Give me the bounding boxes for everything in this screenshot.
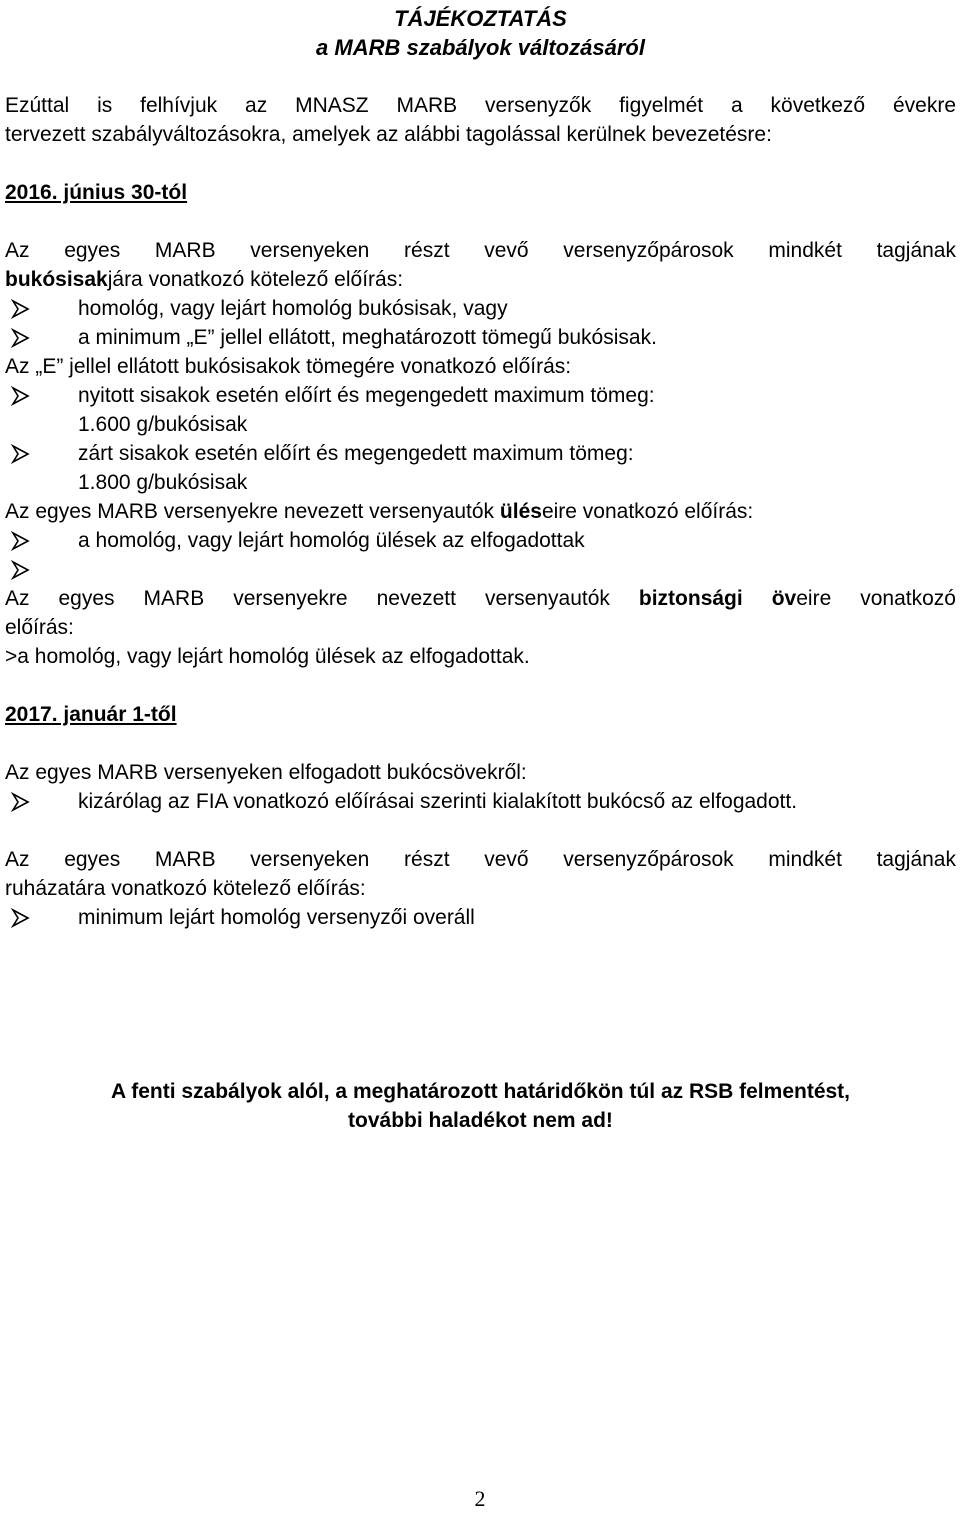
arrowhead-bullet-icon [10, 323, 32, 352]
open-helmet-max-weight: 1.600 g/bukósisak [78, 413, 248, 436]
list-item [5, 323, 956, 352]
belt-post-text: eire vonatkozó [796, 587, 956, 610]
list-item [5, 787, 956, 816]
list-item [5, 294, 956, 323]
intro-line-1: Ezúttal is felhívjuk az MNASZ MARB versenyzők figyelmét a következő évekre [5, 94, 956, 117]
rollcage-list [5, 787, 956, 816]
closed-helmet-max-weight: 1.800 g/bukósisak [78, 471, 248, 494]
section-heading-2016: 2016. június 30-tól [5, 181, 188, 204]
arrowhead-bullet-icon [10, 787, 32, 816]
list-item-text: zárt sisakok esetén előírt és megengedett maximum tömeg: [78, 442, 634, 465]
seat-list [5, 526, 956, 584]
final-notice [5, 1077, 956, 1135]
page-number: 2 [474, 1486, 486, 1511]
document-page [5, 0, 956, 1135]
list-item-text: kizárólag az FIA vonatkozó előírásai szerinti kialakított bukócső az elfogadott. [78, 790, 798, 813]
belt-paragraph-line-3: >a homológ, vagy lejárt homológ ülések az elfogadottak. [5, 645, 530, 668]
title-line-1: TÁJÉKOZTATÁS [394, 6, 567, 31]
e-mark-list-2 [5, 439, 956, 468]
final-notice-line-2: további haladékot nem ad! [348, 1109, 613, 1132]
list-item-text: a homológ, vagy lejárt homológ ülések az elfogadottak [78, 529, 585, 552]
helmet-rest-text: jára vonatkozó kötelező előírás: [107, 268, 404, 291]
list-item-text: minimum lejárt homológ versenyzői overáll [78, 906, 475, 929]
seat-bold-term: ülés [499, 500, 542, 523]
belt-paragraph-line-2: előírás: [5, 616, 74, 639]
helmet-requirements-list [5, 294, 956, 352]
arrowhead-bullet-icon [10, 903, 32, 932]
clothing-paragraph-line-1: Az egyes MARB versenyeken részt vevő versenyzőpárosok mindkét tagjának [5, 848, 956, 871]
belt-bold-term: biztonsági öv [638, 587, 797, 610]
seat-paragraph [5, 497, 956, 526]
e-mark-intro: Az „E” jellel ellátott bukósisakok tömegére vonatkozó előírás: [5, 355, 572, 378]
document-title [5, 0, 956, 62]
arrowhead-bullet-icon [10, 526, 32, 555]
seat-pre-text: Az egyes MARB versenyekre nevezett versenyautók [5, 500, 500, 523]
clothing-list [5, 903, 956, 932]
seat-post-text: eire vonatkozó előírás: [541, 500, 754, 523]
list-item [5, 439, 956, 468]
helmet-paragraph-line-2 [5, 265, 956, 294]
clothing-paragraph-line-2: ruházatára vonatkozó kötelező előírás: [5, 877, 366, 900]
belt-pre-text: Az egyes MARB versenyekre nevezett versenyautók [5, 587, 639, 610]
helmet-bold-term: bukósisak [5, 268, 108, 291]
section-heading-2017: 2017. január 1-től [5, 703, 177, 726]
list-item-text: nyitott sisakok esetén előírt és megengedett maximum tömeg: [78, 384, 655, 407]
arrowhead-bullet-icon [10, 555, 32, 584]
list-item [5, 903, 956, 932]
list-item [5, 381, 956, 410]
arrowhead-bullet-icon [10, 294, 32, 323]
list-item-text: homológ, vagy lejárt homológ bukósisak, vagy [78, 297, 508, 320]
list-item-empty [5, 555, 956, 584]
rollcage-intro: Az egyes MARB versenyeken elfogadott bukócsövekről: [5, 761, 527, 784]
e-mark-list [5, 381, 956, 410]
list-item-text: a minimum „E” jellel ellátott, meghatározott tömegű bukósisak. [78, 326, 657, 349]
arrowhead-bullet-icon [10, 439, 32, 468]
final-notice-line-1: A fenti szabályok alól, a meghatározott határidőkön túl az RSB felmentést, [110, 1080, 851, 1103]
belt-paragraph-line-1 [5, 584, 956, 613]
helmet-paragraph-line-1: Az egyes MARB versenyeken részt vevő versenyzőpárosok mindkét tagjának [5, 239, 956, 262]
intro-line-2: tervezett szabályváltozásokra, amelyek az alábbi tagolással kerülnek bevezetésre: [5, 123, 772, 146]
title-line-2: a MARB szabályok változásáról [316, 35, 645, 60]
list-item [5, 526, 956, 555]
arrowhead-bullet-icon [10, 381, 32, 410]
